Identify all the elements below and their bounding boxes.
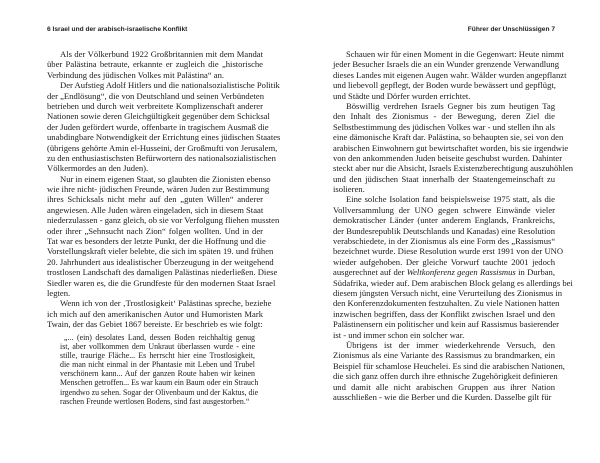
text-line: wieder aufgehoben. Der gleiche Vorwurf tauchte 2001 jedoch [333,256,555,267]
text-line: Palästinensern ein politischer und kein auf Rassismus basierender [333,319,560,330]
quote-line: ist, aber vollkommen dem Unkraut überlassen wurde - eine [60,342,255,352]
text-line: oder ihrer „Sehnsucht nach Zion“ folgen wollten. Und in der [47,225,263,236]
text-line: Südafrika, wieder auf. Dem arabischen Block gelang es allerdings bei [333,277,573,288]
text-line: eine dämonische Kraft dar. Palästina, so behaupten sie, sei von den [333,132,564,143]
text-line: trostlosen Landschaft des damaligen Palästinas niederließen. Diese [47,267,278,278]
text-line: zu den enthusiastischsten Befürwortern des nationalsozialistischen [47,152,276,163]
text-line: von den ankommenden Juden beiseite geschubst wurden. Dahinter [333,152,563,163]
text-line: angewiesen. Alle Juden wären eingeladen, sich in diesem Staat [47,204,264,215]
right-page [300,0,600,463]
text-line: ihres Schicksals nicht mehr auf den „guten Willen“ anderer [47,194,263,205]
left-page-body [47,49,281,330]
text-line: jeder Besucher Israels die an ein Wunder grenzende Verwandlung [333,59,560,70]
text-line: Siedler waren es, die die Grundfeste für den modernen Staat Israel [47,277,276,288]
text-line: ist - und immer schon ein solcher war. [333,329,465,340]
text-line: arabischen Einwohnern gut bewirtschaftet worden, bis sie irgendwie [333,142,569,153]
text-line: und den jüdischen Staat innerhalb der Staatengemeinschaft zu [333,173,555,184]
conference-title: Weltkonferenz gegen Rassismus [406,267,516,278]
block-quote [60,333,259,406]
text-line: und liebevoll gepflegt, der Boden wurde bewässert und gepflügt, [333,80,556,91]
paragraph [333,49,567,101]
text-line: dieses Landes mit eigenen Augen wahr. Wälder wurden angepflanzt [333,69,567,80]
text-line: wie ihre nicht- jüdischen Freunde, wären Juden zur Bestimmung [47,184,270,195]
quote-line: raschen Freunde wertlosen Bodens, sind fast ausgestorben.“ [60,396,250,406]
text-line: die sich ganz offen durch ihre ethnische Zugehörigkeit definieren [333,371,558,382]
text-line: ich mich auf den amerikanischen Autor und Humoristen Mark [47,308,263,319]
text-line: Zionismus als eine Variante des Rassismus zu brandmarken, ein [333,350,555,361]
quote-line: die man nicht einmal in der Phantasie mit Leben und Trubel [60,360,255,370]
text-line: Völkermordes an den Juden). [47,163,149,174]
text-line: den Konferenzdokumenten festzuhalten. Zu viele Nationen hatten [333,298,560,309]
quote-line: Menschen getroffen... Es war kaum ein Baum oder ein Strauch [60,378,259,388]
text-line: Als der Völkerbund 1922 Großbritannien mit dem Mandat [60,49,263,59]
text-line: Nur in einem eigenen Staat, so glaubten die Zionisten ebenso [60,173,271,184]
text-line: Selbstbestimmung des jüdischen Volkes war - und stellen ihn als [333,121,555,132]
text-line: Beispiel für schamlose Heuchelei. Es sind die arabischen Nationen, [333,360,565,371]
text-line: Übrigens ist der immer wiederkehrende Versuch, den [346,339,555,350]
text-line: legten. [47,287,71,298]
quote-line: verschönern kann... Auf der ganzen Route haben wir keinen [60,369,255,379]
text-line: der Bundesrepublik Deutschlands und Kanadas) eine Resolution [333,225,555,236]
running-header-right: Führer der Unschlüssigen 7 [467,26,555,33]
text-line: Schauen wir für einen Moment in die Gegenwart: Heute nimmt [346,49,564,59]
text-line: Wenn ich von der ‚Trostlosigkeit‘ Palästinas spreche, beziehe [60,298,272,309]
running-header-left: 6 Israel und der arabisch-israelische Konflikt [47,26,188,33]
text-line: und damit alle nicht arabischen Gruppen aus ihrer Nation [333,381,555,392]
quote-line: stille, traurige Fläche... Es herrscht hier eine Trostlosigkeit, [60,351,255,361]
text-line: diesem jüngsten Versuch nicht, eine Verurteilung des Zionismus in [333,287,563,298]
text-line: Twain, der das Gebiet 1867 bereiste. Er beschrieb es wie folgt: [47,319,263,330]
text-line: Vollversammlung der UNO gegen schwere Einwände vieler [333,204,555,215]
text-line: Eine solche Isolation fand beispielsweise 1975 statt, als die [346,194,555,205]
text-line: der Juden gefördert wurde, offenbarte in tragischem Ausmaß die [47,121,269,132]
quote-line: irgendwo zu sehen. Sogar der Olivenbaum und der Kaktus, die [60,387,259,397]
text-line: niederzulassen - ganz gleich, ob sie vor Verfolgung fliehen mussten [47,215,280,226]
text-line: ausschließen - wie die Berber und die Kurden. Dasselbe gilt für [333,391,552,402]
text-line: 20. Jahrhundert aus idealistischer Überzeugung in der weitgehend [47,256,274,267]
text-line: steckt aber nur die Absicht, Israels Existenzberechtigung auszuhöhlen [333,163,574,174]
text-line: Vorstellungskraft vieler belebte, die sich im späten 19. und frühen [47,246,274,257]
text-line: verabschiedete, in der Zionismus als eine Form des „Rassismus“ [333,236,556,247]
text-line: Nationen sowie deren Gleichgültigkeit gegenüber dem Schicksal [47,111,270,122]
text-line: Tat war es besonders der letzte Punkt, der die Hoffnung und die [47,236,266,247]
text-line: und Städte und Dörfer wurden errichtet. [333,90,471,101]
paragraph [333,339,565,402]
text-line: der „Endlösung“, die von Deutschland und seinen Verbündeten [47,90,265,101]
text-line: inzwischen begriffen, dass der Konflikt zwischen Israel und den [333,308,555,319]
text-line: bezeichnet wurde. Diese Resolution wurde erst 1991 von der UNO [333,246,564,257]
paragraph [47,298,272,330]
text-line: betrieben und durch weit verbreitete Komplizenschaft anderer [47,100,263,111]
paragraph [47,80,281,174]
text-line: Verbindung des jüdischen Volkes mit Palästina“ an. [47,69,225,80]
paragraph [333,194,573,340]
paragraph [47,49,263,80]
text-line: unabdingbare Notwendigkeit der Errichtung eines jüdischen Staates [47,132,281,143]
quote-line: „... (ein) desolates Land, dessen Boden reichhaltig genug [64,333,255,342]
text-line: ausgerechnet auf der Weltkonferenz gegen Rassismus in Durban, [333,267,555,278]
paragraph [47,173,280,299]
paragraph [333,100,574,195]
text-line: isolieren. [333,184,365,195]
text-line: demokratischer Länder (unter anderem Englands, Frankreichs, [333,215,555,226]
right-page-body [333,49,574,402]
text-line: (übrigens gehörte Amin el-Husseini, der Großmufti von Jerusalem, [47,142,278,153]
text-line: über Palästina betraute, erkannte er zugleich die „historische [47,59,263,70]
text-line: Der Aufstieg Adolf Hitlers und die nationalsozialistische Politik [60,80,280,91]
text-line: Böswillig verdrehen Israels Gegner bis zum heutigen Tag [346,100,555,111]
text-line: den Inhalt des Zionismus - der Bewegung, deren Ziel die [333,111,555,122]
